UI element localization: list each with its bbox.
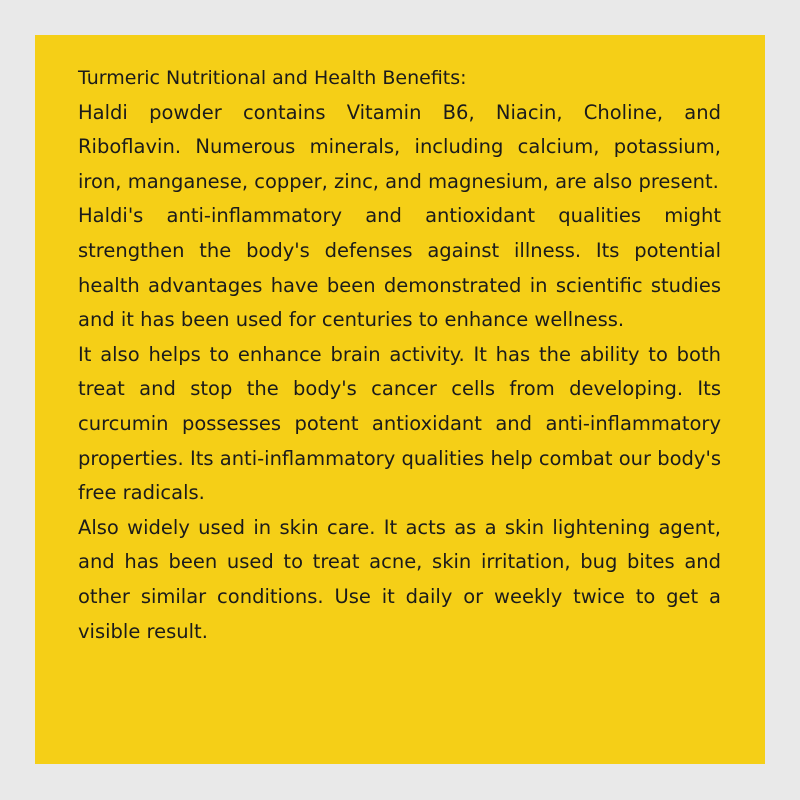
paragraph-skin-care: Also widely used in skin care. It acts as a skin lightening agent, and has been used to treat acne, skin irritation, bug bites and other similar conditions. Use it daily or weekly twice to get a visible result.: [78, 515, 721, 643]
article-body: [78, 61, 721, 649]
content-card: [35, 35, 765, 764]
paragraph-anti-inflammatory: Haldi's anti-inflammatory and antioxidant qualities might strengthen the body's defenses against illness. Its potential health advantages have been demonstrated in scientific studies and it has been used for centuries to enhance wellness.: [78, 204, 721, 332]
paragraph-brain-activity: It also helps to enhance brain activity. It has the ability to both treat and stop the body's cancer cells from developing. Its curcumin possesses potent antioxidant and anti-inflammatory properties. Its anti-inflammatory qualities help combat our body's free radicals.: [78, 342, 721, 505]
paragraph-nutrients: Haldi powder contains Vitamin B6, Niacin, Choline, and Riboflavin. Numerous minerals, including calcium, potassium, iron, manganese, copper, zinc, and magnesium, are also present.: [78, 100, 721, 193]
article-title: Turmeric Nutritional and Health Benefits:: [78, 67, 467, 89]
